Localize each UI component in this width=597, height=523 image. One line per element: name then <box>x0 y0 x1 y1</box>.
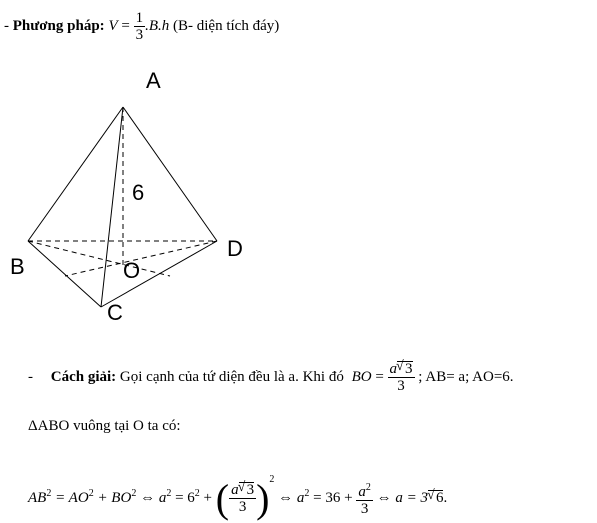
solution-eq: = <box>375 369 384 385</box>
median-DO-hidden <box>65 241 217 276</box>
label-O: O <box>123 258 141 283</box>
edge-AD <box>123 107 217 241</box>
median-BO-hidden <box>28 241 170 276</box>
solution-fraction-den: 3 <box>397 378 405 395</box>
iff-symbol-3: ⇔ <box>376 490 392 506</box>
method-label: Phương pháp: <box>12 18 105 34</box>
solution-fraction <box>388 361 415 394</box>
left-paren: ( <box>215 475 230 521</box>
solution-label: Cách giải: <box>50 369 117 385</box>
solution-BO: BO <box>351 369 372 385</box>
method-line <box>4 6 279 46</box>
solution-dash: - <box>28 369 33 385</box>
edge-AB <box>28 107 123 241</box>
label-C: C <box>107 300 123 325</box>
label-height: 6 <box>132 180 145 205</box>
triangle-line: ΔABO vuông tại O ta có: <box>28 418 181 434</box>
equation-fraction-1: $\frac{a√ 3}{3}$ <box>229 482 256 515</box>
label-A: A <box>146 68 161 93</box>
tetrahedron-diagram <box>0 60 300 330</box>
solution-text: Gọi cạnh của tứ diện đều là a. Khi đó <box>119 369 344 385</box>
method-note: (B- diện tích đáy) <box>173 18 280 34</box>
edge-CD <box>101 241 217 307</box>
right-paren: ) <box>256 475 270 521</box>
method-fraction-den: 3 <box>135 27 144 44</box>
label-D: D <box>227 236 243 261</box>
equation-line: $AB^2 = AO^2 + BO^2$ ⇔ $a^2 = 6^2$ + ( $\frac{a√ 3}{3}$ )$^2$ ⇔ $a^2 = 36$ + $\frac{a^2}{3}$ ⇔ a = 3√ 6. <box>28 455 447 505</box>
method-eq: = <box>121 18 130 34</box>
iff-symbol-2: ⇔ <box>278 490 294 506</box>
method-rest: .B.h <box>145 18 170 34</box>
solution-tail: ; AB= a; AO=6. <box>418 369 514 385</box>
equation-fraction-2: $\frac{a^2}{3}$ <box>358 482 371 518</box>
edge-BC <box>28 241 101 307</box>
method-V: V <box>108 18 118 34</box>
solution-fraction-num: a√ 3 <box>388 361 415 378</box>
iff-symbol: ⇔ <box>140 490 156 506</box>
method-fraction <box>134 10 146 43</box>
edge-AC <box>101 107 123 307</box>
method-fraction-num: 1 <box>135 10 144 27</box>
solution-line <box>28 357 514 397</box>
method-dash: - <box>4 18 9 34</box>
label-B: B <box>10 254 25 279</box>
